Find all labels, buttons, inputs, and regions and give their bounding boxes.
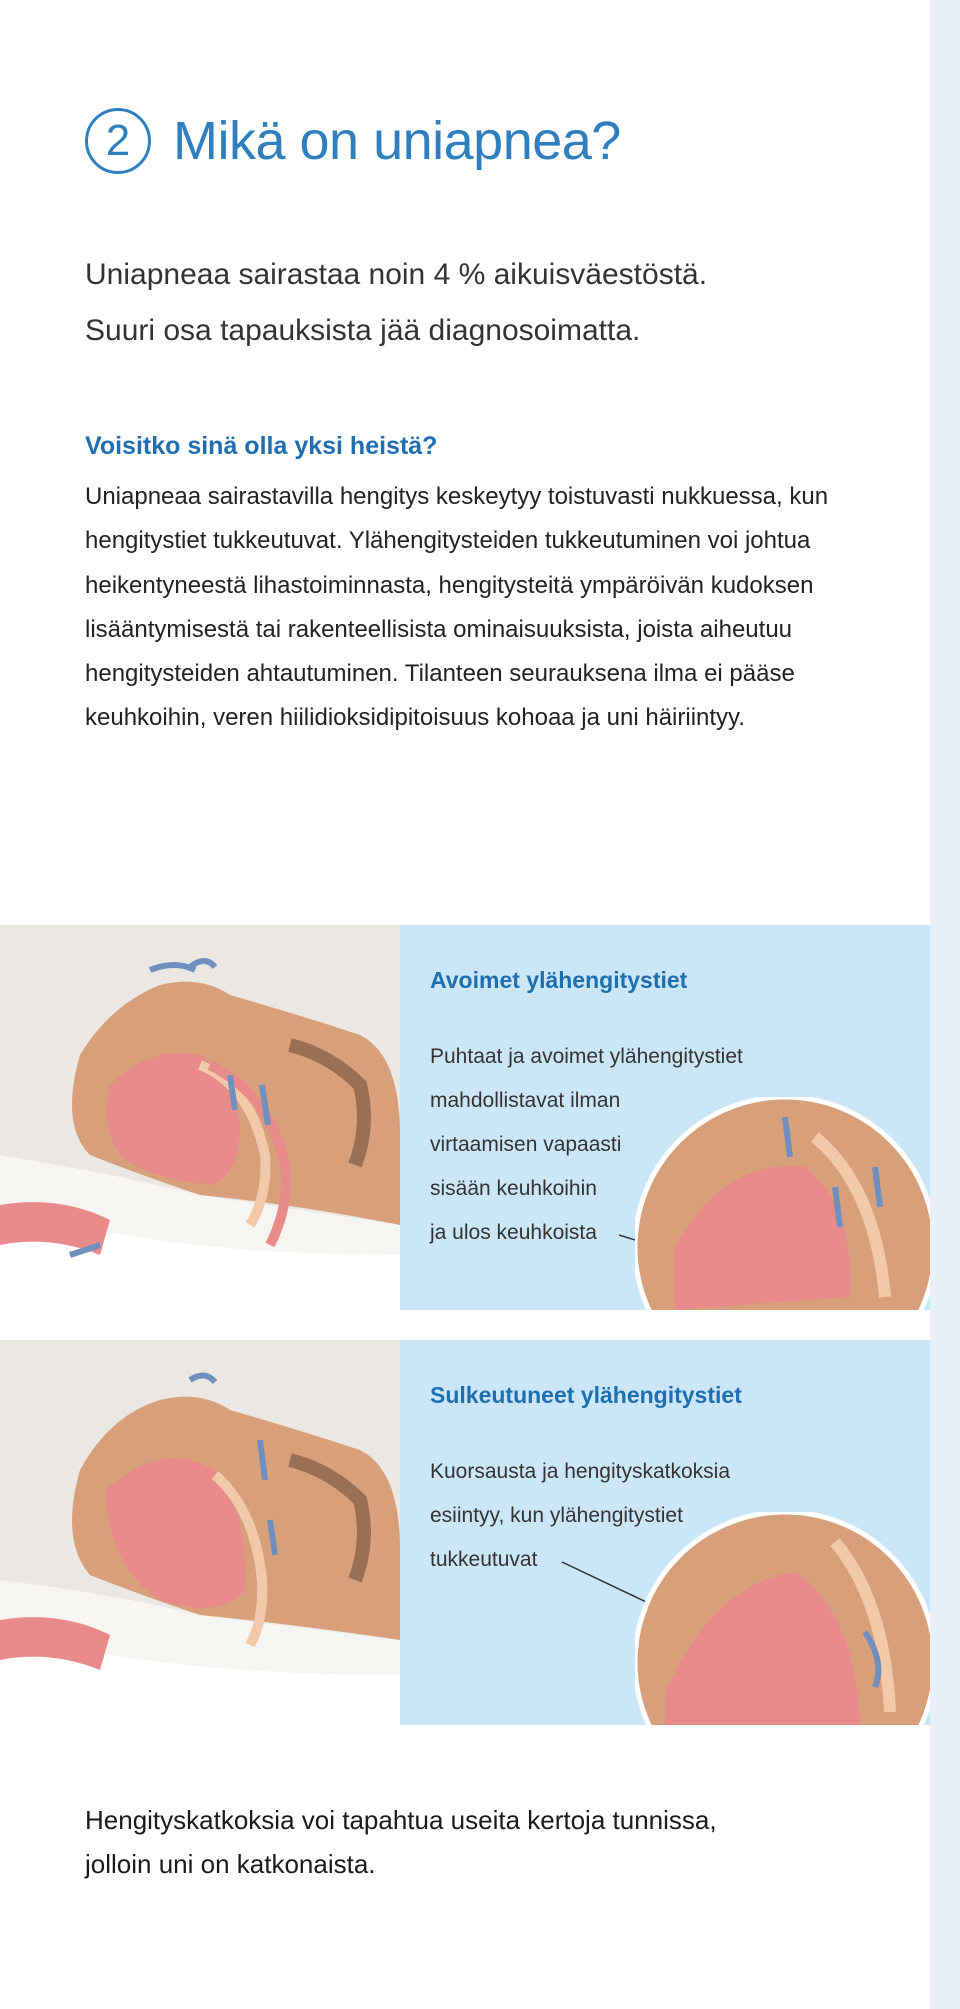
open-airways-title: Avoimet ylähengitystiet [430,967,688,993]
intro-line-2: Suuri osa tapauksista jää diagnosoimatta. [85,314,641,347]
open-airways-line-4: sisään keuhkoihin [430,1177,597,1200]
open-airway-illustration [0,925,400,1310]
section-header [85,108,621,174]
closed-airways-line-2: esiintyy, kun ylähengitystiet [430,1504,683,1527]
open-airways-panel [0,925,930,1310]
side-strip [930,0,960,2009]
question-body: Uniapneaa sairastavilla hengitys keskeytyy toistuvasti nukkuessa, kun hengitystiet tukkeutuvat. Ylähengitysteiden tukkeutuminen voi johtua heikentyneestä lihastoiminnasta, hengitysteitä ympäröivän kudoksen lisääntymisestä tai rakenteellisista ominaisuuksista, joista aiheutuu hengitysteiden ahtautuminen. Tilanteen seurauksena ilma ei pääse keuhkoihin, veren hiilidioksidipitoisuus kohoaa ja uni häiriintyy. [85,483,829,732]
closed-airway-closeup [635,1512,930,1725]
open-airway-closeup [635,1097,930,1310]
open-airways-line-5: ja ulos keuhkoista [430,1221,597,1244]
closed-airways-line-1: Kuorsausta ja hengityskatkoksia [430,1460,730,1483]
open-airways-line-3: virtaamisen vapaasti [430,1133,622,1156]
intro-line-1: Uniapneaa sairastaa noin 4 % aikuisväestöstä. [85,258,708,291]
closed-airways-line-3: tukkeutuvat [430,1548,538,1571]
closed-airways-panel [0,1340,930,1725]
question-heading: Voisitko sinä olla yksi heistä? [85,432,438,460]
open-airways-line-1: Puhtaat ja avoimet ylähengitystiet [430,1045,743,1068]
footer-text: Hengityskatkoksia voi tapahtua useita kertoja tunnissa, jolloin uni on katkonaista. [85,1805,717,1879]
open-airways-line-2: mahdollistavat ilman [430,1089,621,1112]
closed-airways-title: Sulkeutuneet ylähengitystiet [430,1382,742,1408]
step-number-badge: 2 [85,108,151,174]
intro [85,247,885,359]
closed-airway-illustration [0,1340,400,1725]
page-title: Mikä on uniapnea? [173,111,621,171]
